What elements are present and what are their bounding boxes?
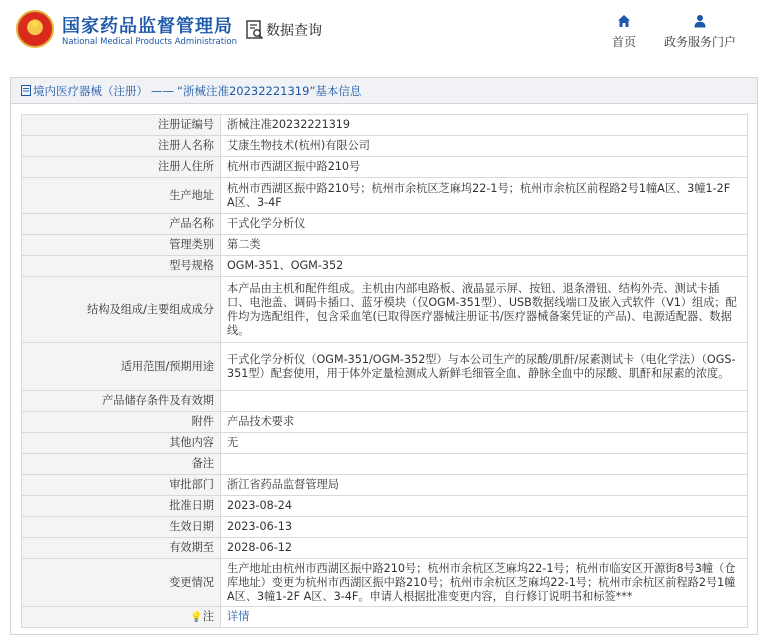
table-row — [22, 256, 748, 277]
field-value: 2023-08-24 — [221, 496, 748, 517]
table-row — [22, 277, 748, 343]
data-query-title: 数据查询 — [266, 23, 322, 39]
field-value: 杭州市西湖区振中路210号；杭州市余杭区芝麻坞22-1号；杭州市余杭区前程路2号1幢A区、3幢1-2F A区、3-4F — [221, 178, 748, 214]
note-label-cell — [22, 607, 221, 628]
table-row — [22, 412, 748, 433]
site-logo-chinese[interactable]: 国家药品监督管理局 — [62, 16, 233, 37]
field-label: 型号规格 — [22, 256, 221, 277]
detail-panel — [10, 77, 758, 635]
field-label: 批准日期 — [22, 496, 221, 517]
field-label: 生效日期 — [22, 517, 221, 538]
site-logo-english[interactable]: National Medical Products Administration — [62, 37, 237, 47]
field-value: 干式化学分析仪 — [221, 214, 748, 235]
field-label: 变更情况 — [22, 559, 221, 607]
panel-title-record: “浙械注准20232221319”基本信息 — [177, 84, 362, 98]
field-value: 第二类 — [221, 235, 748, 256]
table-row — [22, 136, 748, 157]
table-row — [22, 496, 748, 517]
nav-government-portal-link[interactable] — [660, 14, 740, 50]
field-value: 生产地址由杭州市西湖区振中路210号；杭州市余杭区芝麻坞22-1号；杭州市临安区开源街8号3幢（仓库地址）变更为杭州市西湖区振中路210号；杭州市余杭区芝麻坞22-1号；杭州市余杭区前程路2号1幢A区、3幢1-2F A区、3-4F。申请人根据批准变更内容，自行修订说明书和标签*** — [221, 559, 748, 607]
field-value — [221, 391, 748, 412]
field-value: 本产品由主机和配件组成。主机由内部电路板、液晶显示屏、按钮、退条滑钮、结构外壳、测试卡插口、电池盖、调码卡插口、蓝牙模块（仅OGM-351型）、USB数据线端口及嵌入式软件（V1）组成；配件均为选配组件，包含采血笔(已取得医疗器械注册证书/医疗器械备案凭证的产品)、电源适配器、数据线。 — [221, 277, 748, 343]
table-row — [22, 559, 748, 607]
field-value: 杭州市西湖区振中路210号 — [221, 157, 748, 178]
field-value: 产品技术要求 — [221, 412, 748, 433]
field-label: 管理类别 — [22, 235, 221, 256]
nav-home-label: 首页 — [611, 35, 636, 49]
nmpa-emblem-icon[interactable]: ★ — [16, 10, 54, 48]
field-value: 2028-06-12 — [221, 538, 748, 559]
nav-home-link[interactable] — [604, 14, 644, 50]
home-icon — [617, 14, 631, 28]
table-row — [22, 115, 748, 136]
field-value: 艾康生物技术(杭州)有限公司 — [221, 136, 748, 157]
details-link[interactable]: 详情 — [221, 607, 748, 628]
field-label: 其他内容 — [22, 433, 221, 454]
nav-portal-label: 政务服务门户 — [663, 35, 736, 49]
table-row — [22, 157, 748, 178]
table-row — [22, 343, 748, 391]
data-query-icon — [246, 20, 264, 40]
field-label: 注册证编号 — [22, 115, 221, 136]
table-row — [22, 607, 748, 628]
document-icon — [21, 85, 31, 96]
table-row — [22, 538, 748, 559]
user-icon — [693, 14, 707, 28]
site-header — [0, 0, 762, 70]
registration-info-table — [21, 114, 748, 628]
field-label: 附件 — [22, 412, 221, 433]
panel-title — [11, 78, 757, 104]
field-value — [221, 454, 748, 475]
field-label: 注册人名称 — [22, 136, 221, 157]
field-label: 结构及组成/主要组成成分 — [22, 277, 221, 343]
table-row — [22, 178, 748, 214]
lightbulb-icon: 💡 — [190, 611, 203, 623]
field-value: 无 — [221, 433, 748, 454]
field-value: 2023-06-13 — [221, 517, 748, 538]
field-value: 干式化学分析仪（OGM-351/OGM-352型）与本公司生产的尿酸/肌酐/尿素测试卡（电化学法）（OGS-351型）配套使用，用于体外定量检测成人新鲜毛细管全血、静脉全血中的尿酸、肌酐和尿素的浓度。 — [221, 343, 748, 391]
panel-title-separator: —— — [151, 84, 174, 98]
table-row — [22, 517, 748, 538]
field-value: OGM-351、OGM-352 — [221, 256, 748, 277]
table-row — [22, 391, 748, 412]
field-label: 注 — [202, 609, 214, 623]
field-label: 适用范围/预期用途 — [22, 343, 221, 391]
field-label: 产品名称 — [22, 214, 221, 235]
field-label: 有效期至 — [22, 538, 221, 559]
field-label: 产品储存条件及有效期 — [22, 391, 221, 412]
field-label: 备注 — [22, 454, 221, 475]
field-label: 生产地址 — [22, 178, 221, 214]
field-label: 注册人住所 — [22, 157, 221, 178]
field-value: 浙江省药品监督管理局 — [221, 475, 748, 496]
table-row — [22, 454, 748, 475]
table-row — [22, 475, 748, 496]
panel-title-category: 境内医疗器械（注册） — [33, 84, 148, 98]
field-label: 审批部门 — [22, 475, 221, 496]
table-row — [22, 235, 748, 256]
table-row — [22, 214, 748, 235]
field-value: 浙械注准20232221319 — [221, 115, 748, 136]
table-row — [22, 433, 748, 454]
